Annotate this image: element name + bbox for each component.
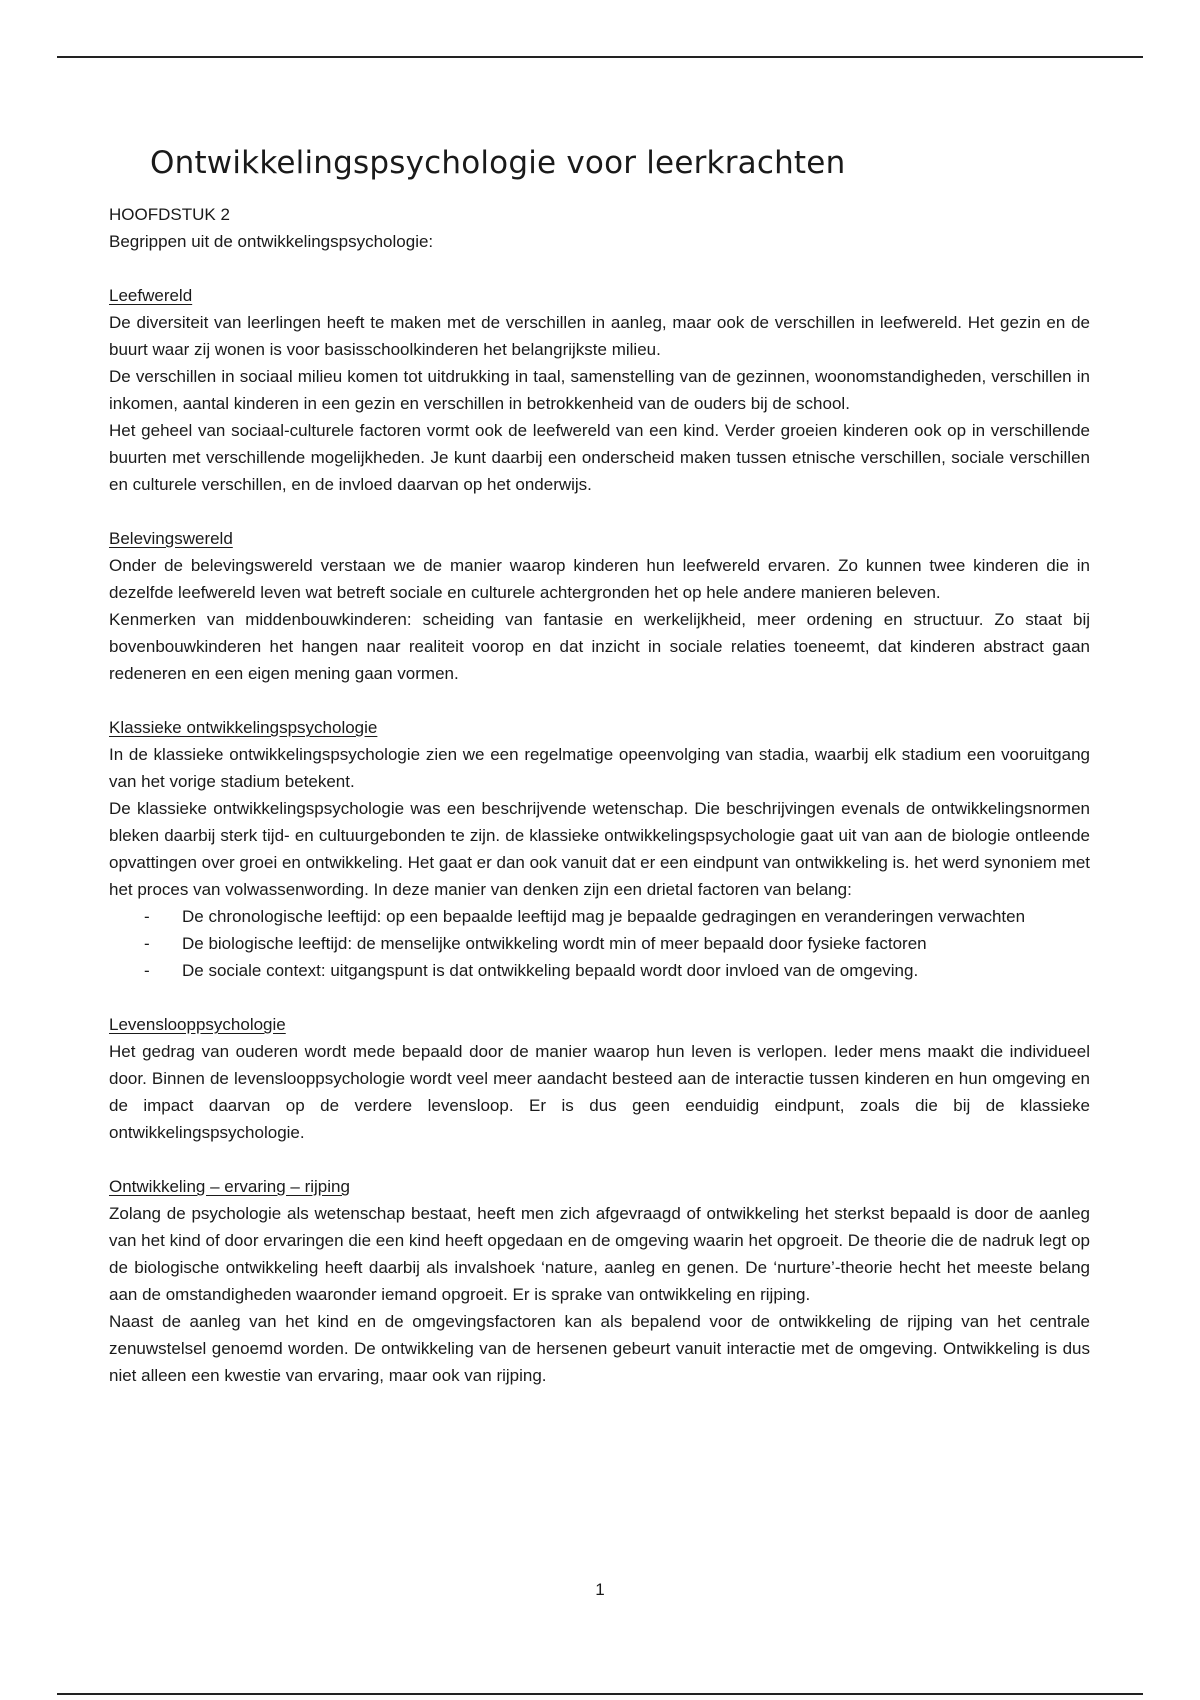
intro-text: Begrippen uit de ontwikkelingspsychologie: (109, 232, 434, 251)
section-heading: Klassieke ontwikkelingspsychologie (109, 718, 378, 737)
header-rule (57, 56, 1143, 58)
paragraph: De verschillen in sociaal milieu komen tot uitdrukking in taal, samenstelling van de gezinnen, woonomstandigheden, verschillen in inkomen, aantal kinderen in een gezin en verschillen in betrokkenheid van de ouders bij de school. (109, 367, 1090, 413)
section-ontwikkeling-ervaring-rijping (109, 1173, 1090, 1389)
paragraph: Kenmerken van middenbouwkinderen: scheiding van fantasie en werkelijkheid, meer ordening en structuur. Zo staat bij bovenbouwkinderen het hangen naar realiteit voorop en dat inzicht in sociale relaties toeneemt, dat kinderen abstract gaan redeneren en een eigen mening gaan vormen. (109, 610, 1090, 683)
section-heading: Belevingswereld (109, 529, 233, 548)
list-item (109, 930, 1090, 957)
list-item (109, 903, 1090, 930)
chapter-label: HOOFDSTUK 2 (109, 205, 230, 224)
paragraph: De diversiteit van leerlingen heeft te maken met de verschillen in aanleg, maar ook de verschillen in leefwereld. Het gezin en de buurt waar zij wonen is voor basisschoolkinderen het belangrijkste milieu. (109, 313, 1090, 359)
paragraph: Naast de aanleg van het kind en de omgevingsfactoren kan als bepalend voor de ontwikkeling de rijping van het centrale zenuwstelsel genoemd worden. De ontwikkeling van de hersenen gebeurt vanuit interactie met de omgeving. Ontwikkeling is dus niet alleen een kwestie van ervaring, maar ook van rijping. (109, 1312, 1090, 1385)
section-heading: Ontwikkeling – ervaring – rijping (109, 1177, 350, 1196)
list-item-text: De chronologische leeftijd: op een bepaalde leeftijd mag je bepaalde gedragingen en veranderingen verwachten (182, 907, 1026, 926)
section-leefwereld (109, 282, 1090, 498)
page-content (109, 139, 1090, 1389)
section-klassieke-ontwikkelingspsychologie (109, 714, 1090, 984)
section-levensloopspsychologie (109, 1011, 1090, 1146)
page-number: 1 (595, 1580, 605, 1599)
section-heading: Levenslooppsychologie (109, 1015, 286, 1034)
list-item (109, 957, 1090, 984)
paragraph: Het gedrag van ouderen wordt mede bepaald door de manier waarop hun leven is verlopen. Ieder mens maakt die individueel door. Binnen de levenslooppsychologie wordt veel meer aandacht besteed aan de interactie tussen kinderen en hun omgeving en de impact daarvan op de verdere levensloop. Er is dus geen eenduidig eindpunt, zoals die bij de klassieke ontwikkelingspsychologie. (109, 1042, 1090, 1142)
factor-list (109, 903, 1090, 984)
bullet-dash: - (144, 961, 150, 980)
bullet-dash: - (144, 907, 150, 926)
list-item-text: De sociale context: uitgangspunt is dat ontwikkeling bepaald wordt door invloed van de omgeving. (182, 961, 919, 980)
paragraph: De klassieke ontwikkelingspsychologie was een beschrijvende wetenschap. Die beschrijvingen evenals de ontwikkelingsnormen bleken daarbij sterk tijd- en cultuurgebonden te zijn. de klassieke ontwikkelingspsychologie gaat uit van aan de biologie ontleende opvattingen over groei en ontwikkeling. Het gaat er dan ook vanuit dat er een eindpunt van ontwikkeling is. het werd synoniem met het proces van volwassenwording. In deze manier van denken zijn een drietal factoren van belang: (109, 799, 1090, 899)
paragraph: Zolang de psychologie als wetenschap bestaat, heeft men zich afgevraagd of ontwikkeling het sterkst bepaald is door de aanleg van het kind of door ervaringen die een kind heeft opgedaan en de omgeving waarin het opgroeit. De theorie die de nadruk legt op de biologische ontwikkeling heeft daarbij als invalshoek ‘nature, aanleg en genen. De ‘nurture’-theorie hecht het meeste belang aan de omstandigheden waaronder iemand opgroeit. Er is sprake van ontwikkeling en rijping. (109, 1204, 1090, 1304)
paragraph: Onder de belevingswereld verstaan we de manier waarop kinderen hun leefwereld ervaren. Zo kunnen twee kinderen die in dezelfde leefwereld leven wat betreft sociale en culturele achtergronden het op hele andere manieren beleven. (109, 556, 1090, 602)
bullet-dash: - (144, 934, 150, 953)
section-heading: Leefwereld (109, 286, 193, 305)
list-item-text: De biologische leeftijd: de menselijke ontwikkeling wordt min of meer bepaald door fysieke factoren (182, 934, 927, 953)
footer-rule (57, 1693, 1143, 1695)
intro-block (109, 201, 1090, 255)
paragraph: In de klassieke ontwikkelingspsychologie zien we een regelmatige opeenvolging van stadia, waarbij elk stadium een vooruitgang van het vorige stadium betekent. (109, 745, 1090, 791)
section-belevingswereld (109, 525, 1090, 687)
document-title: Ontwikkelingspsychologie voor leerkrachten (150, 145, 846, 181)
paragraph: Het geheel van sociaal-culturele factoren vormt ook de leefwereld van een kind. Verder groeien kinderen ook op in verschillende buurten met verschillende mogelijkheden. Je kunt daarbij een onderscheid maken tussen etnische verschillen, sociale verschillen en culturele verschillen, en de invloed daarvan op het onderwijs. (109, 421, 1090, 494)
